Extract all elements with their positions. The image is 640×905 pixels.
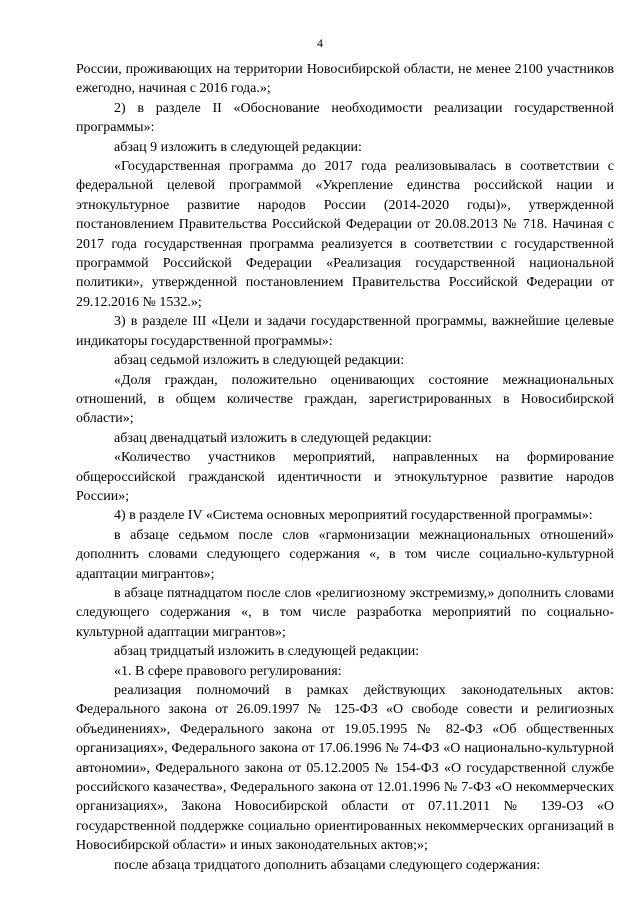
paragraph: 3) в разделе III «Цели и задачи государственной программы, важнейшие целевые индикаторы государственной программы»: (76, 314, 614, 349)
document-body (76, 60, 614, 875)
paragraph: 2) в разделе II «Обоснование необходимости реализации государственной программы»: (76, 100, 614, 136)
paragraph: России, проживающих на территории Новосибирской области, не менее 2100 участников ежегодно, начиная с 2016 года.»; (76, 62, 614, 97)
paragraph: абзац двенадцатый изложить в следующей редакции: (114, 430, 432, 446)
paragraph: реализация полномочий в рамках действующих законодательных актов: Федерального закона от 26.09.1997 № 125-ФЗ «О свободе совести и религиозных объединениях», Федерального закона от 19.05.1995 № 82-ФЗ «Об общественных организациях», Федерального закона от 17.06.1996 № 74-ФЗ «О национально-культурной автономии», Федерального закона от 05.12.2005 № 154-ФЗ «О государственной службе российского казачества», Федерального закона от 12.01.1996 № 7-ФЗ «О некоммерческих организациях», Закона Новосибирской области от 07.11.2011 № 139-ОЗ «О государственной поддержке социально ориентированных некоммерческих организаций в Новосибирской области» и иных законодательных актов;»; (76, 683, 614, 854)
paragraph: 4) в разделе IV «Система основных мероприятий государственной программы»: (114, 508, 593, 524)
paragraph: в абзаце пятнадцатом после слов «религиозному экстремизму,» дополнить словами следующего содержания «, в том числе разработка мероприятий по социально-культурной адаптации мигрантов»; (76, 585, 614, 640)
paragraph: в абзаце седьмом после слов «гармонизации межнациональных отношений» дополнить словами следующего содержания «, в том числе социально-культурной адаптации мигрантов»; (76, 527, 614, 582)
paragraph: абзац седьмой изложить в следующей редакции: (114, 353, 405, 369)
paragraph: абзац тридцатый изложить в следующей редакции: (114, 644, 420, 660)
paragraph: «1. В сфере правового регулирования: (114, 663, 342, 679)
paragraph: абзац 9 изложить в следующей редакции: (114, 139, 362, 155)
paragraph: «Доля граждан, положительно оценивающих состояние межнациональных отношений, в общем количестве граждан, зарегистрированных в Новосибирской области»; (76, 372, 614, 427)
paragraph: после абзаца тридцатого дополнить абзацами следующего содержания: (114, 857, 541, 873)
page-number: 4 (317, 36, 323, 50)
paragraph: «Количество участников мероприятий, направленных на формирование общероссийской гражданской идентичности и этнокультурное развитие народов России»; (76, 450, 614, 504)
paragraph: «Государственная программа до 2017 года реализовывалась в соответствии с федеральной целевой программой «Укрепление единства российской нации и этнокультурное развитие народов России (2014-2020 годы)», утвержденной постановлением Правительства Российской Федерации от 20.08.2013 № 718. Начиная с 2017 года государственная программа реализуется в соответствии с государственной программой Российской Федерации «Реализация государственной национальной политики», утвержденной постановлением Правительства Российской Федерации от 29.12.2016 № 1532.»; (76, 159, 614, 310)
